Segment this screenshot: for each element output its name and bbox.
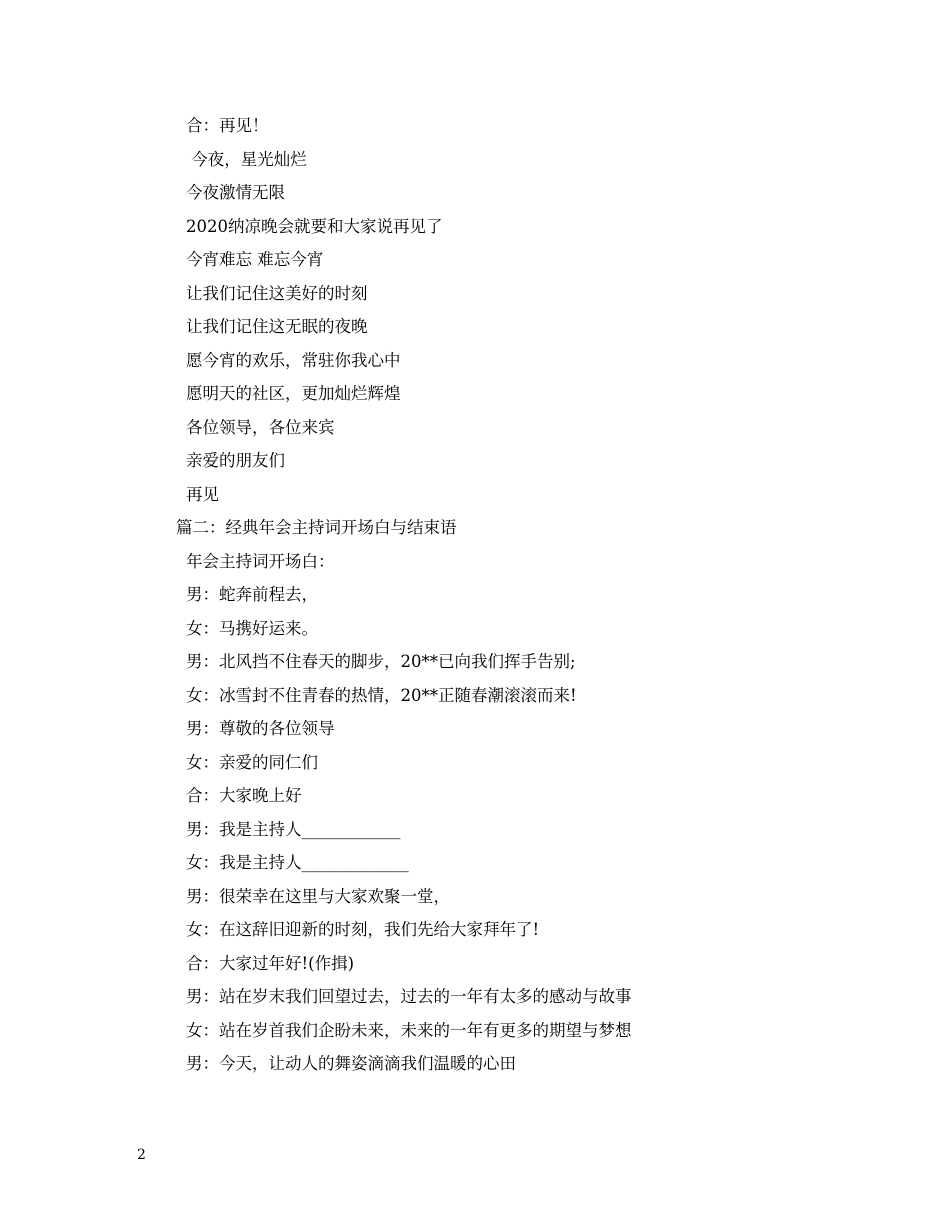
page-number: 2 [137, 1147, 146, 1163]
text-line: 让我们记住这无眠的夜晚 [186, 317, 368, 336]
text-line: 愿明天的社区，更加灿烂辉煌 [186, 384, 401, 403]
text-line: 合：大家晚上好 [186, 786, 302, 805]
text-line: 女：马携好运来。 [186, 618, 318, 638]
text-line: 今宵难忘 难忘今宵 [186, 250, 324, 269]
section-heading: 篇二：经典年会主持词开场白与结束语 [176, 518, 457, 537]
text-line: 年会主持词开场白： [186, 551, 335, 571]
text-line: 女：冰雪封不住青春的热情，20**正随春潮滚滚而来! [186, 685, 577, 705]
text-line: 女：站在岁首我们企盼未来，未来的一年有更多的期望与梦想 [186, 1020, 632, 1040]
text-line: 合：再见！ [186, 116, 269, 135]
text-line: 愿今宵的欢乐，常驻你我心中 [186, 350, 401, 370]
text-line: 让我们记住这美好的时刻 [186, 283, 368, 303]
text-line: 男：蛇奔前程去， [186, 585, 318, 604]
text-line: 今夜，星光灿烂 [186, 149, 307, 169]
text-line: 亲爱的朋友们 [186, 451, 285, 470]
text-line: 男：北风挡不住春天的脚步，20**已向我们挥手告别; [186, 652, 576, 671]
text-line: 女：我是主持人_____________ [186, 853, 409, 872]
text-line: 合：大家过年好!(作揖) [186, 953, 355, 973]
text-line: 男：尊敬的各位领导 [186, 719, 335, 738]
text-line: 各位领导，各位来宾 [186, 417, 335, 437]
text-line: 再见 [186, 484, 219, 504]
text-line: 2020纳凉晚会就要和大家说再见了 [186, 216, 443, 236]
text-line: 男：我是主持人____________ [186, 819, 401, 839]
text-line: 女：亲爱的同仁们 [186, 752, 318, 772]
text-line: 男：今天，让动人的舞姿滴滴我们温暖的心田 [186, 1054, 516, 1073]
text-line: 男：站在岁末我们回望过去，过去的一年有太多的感动与故事 [186, 987, 632, 1006]
text-line: 今夜激情无限 [186, 183, 285, 202]
text-line: 男：很荣幸在这里与大家欢聚一堂， [186, 886, 450, 906]
text-line: 女：在这辞旧迎新的时刻，我们先给大家拜年了! [186, 920, 540, 939]
